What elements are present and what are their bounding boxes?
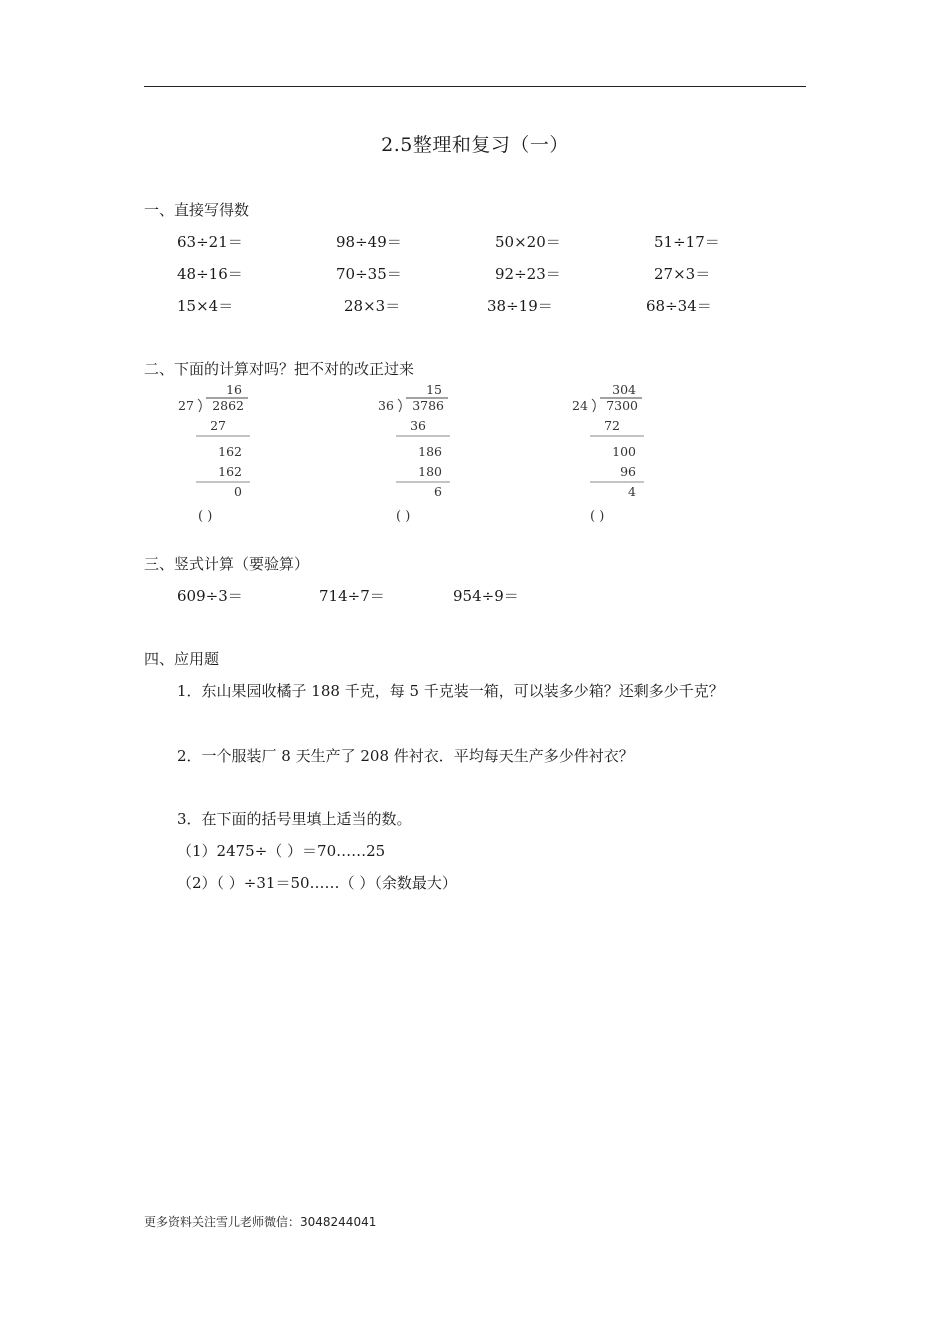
step-product-2: 180: [418, 464, 442, 479]
section3-heading: 三、竖式计算（要验算）: [144, 555, 310, 573]
problem-2-1: 48÷16＝: [177, 265, 243, 283]
problem-2-3: 92÷23＝: [495, 265, 561, 283]
problem-2-4: 27×3＝: [654, 265, 711, 283]
word-problem-3-part2: （2）（ ）÷31＝50……（ ）（余数最大）: [177, 874, 457, 892]
word-problem-1: 1．东山果园收橘子 188 千克，每 5 千克装一箱，可以装多少箱？还剩多少千克？: [177, 682, 724, 700]
step-product-1: 72: [604, 418, 620, 433]
long-division-1: [178, 382, 318, 522]
problem-1-1: 63÷21＝: [177, 233, 243, 251]
vertical-calc-1: 609÷3＝: [177, 587, 243, 605]
problem-1-4: 51÷17＝: [654, 233, 720, 251]
quotient: 16: [226, 382, 242, 397]
answer-blank: ( ): [590, 509, 605, 524]
problem-3-4: 68÷34＝: [646, 297, 712, 315]
long-division-3: [572, 382, 712, 522]
long-division-2: [378, 382, 518, 522]
division-bracket: [592, 399, 595, 412]
word-problem-3: 3．在下面的括号里填上适当的数。: [177, 810, 412, 828]
remainder: 6: [434, 484, 442, 499]
remainder: 4: [628, 484, 636, 499]
step-partial: 186: [418, 444, 442, 459]
header-rule: [144, 86, 806, 87]
quotient: 15: [426, 382, 442, 397]
divisor: 36: [378, 398, 394, 413]
step-partial: 162: [218, 444, 242, 459]
division-bracket: [398, 399, 401, 412]
division-bracket: [198, 399, 201, 412]
dividend: 3786: [412, 398, 444, 413]
step-product-2: 96: [620, 464, 636, 479]
section1-heading: 一、直接写得数: [144, 201, 250, 219]
problem-3-1: 15×4＝: [177, 297, 234, 315]
step-product-2: 162: [218, 464, 242, 479]
footer-note: 更多资料关注雪儿老师微信：3048244041: [144, 1215, 377, 1229]
problem-1-3: 50×20＝: [495, 233, 561, 251]
dividend: 2862: [212, 398, 244, 413]
problem-3-2: 28×3＝: [344, 297, 401, 315]
answer-blank: ( ): [396, 509, 411, 524]
vertical-calc-3: 954÷9＝: [453, 587, 519, 605]
step-product-1: 36: [410, 418, 426, 433]
divisor: 27: [178, 398, 194, 413]
dividend: 7300: [606, 398, 638, 413]
problem-2-2: 70÷35＝: [336, 265, 402, 283]
section4-heading: 四、应用题: [144, 650, 220, 668]
vertical-calc-2: 714÷7＝: [319, 587, 385, 605]
remainder: 0: [234, 484, 242, 499]
step-product-1: 27: [210, 418, 226, 433]
problem-3-3: 38÷19＝: [487, 297, 553, 315]
step-partial: 100: [612, 444, 636, 459]
divisor: 24: [572, 398, 588, 413]
page-title: 2.5整理和复习（一）: [381, 134, 569, 156]
quotient: 304: [612, 382, 636, 397]
word-problem-2: 2．一个服装厂 8 天生产了 208 件衬衣．平均每天生产多少件衬衣？: [177, 747, 634, 765]
word-problem-3-part1: （1）2475÷（ ）＝70……25: [177, 842, 386, 860]
answer-blank: ( ): [198, 509, 213, 524]
problem-1-2: 98÷49＝: [336, 233, 402, 251]
section2-heading: 二、下面的计算对吗？把不对的改正过来: [144, 360, 415, 378]
